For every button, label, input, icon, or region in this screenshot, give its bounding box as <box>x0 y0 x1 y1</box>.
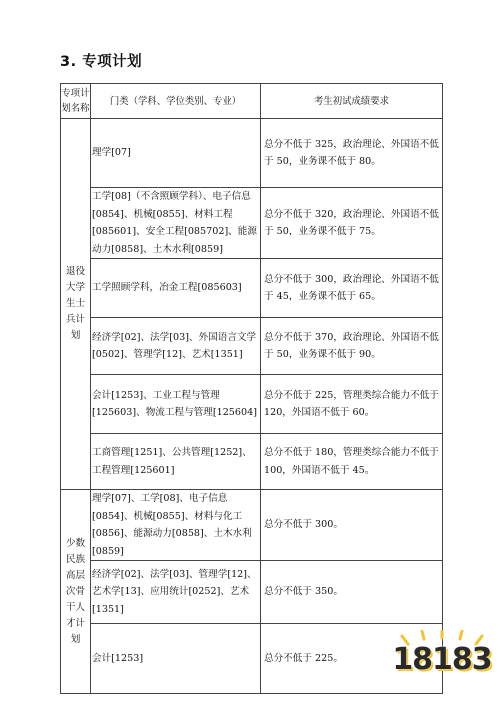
table-row <box>61 561 443 624</box>
table-row <box>61 188 443 259</box>
subject-cell: 工学照顾学科，冶金工程[085603] <box>91 259 261 318</box>
requirement-cell: 总分不低于 300，政治理论、外国语不低于 45，业务课不低于 65。 <box>261 259 443 318</box>
subject-cell: 会计[1253]、工业工程与管理[125603]、物流工程与管理[125604] <box>91 375 261 434</box>
plan-name-veterans: 退役 大学 生士 兵计 划 <box>61 119 91 490</box>
requirement-cell: 总分不低于 350。 <box>261 561 443 624</box>
table-row <box>61 624 443 694</box>
subject-cell: 工商管理[1251]、公共管理[1252]、工程管理[125601] <box>91 434 261 490</box>
header-requirement: 考生初试成绩要求 <box>261 84 443 119</box>
header-plan-name: 专项计 划名称 <box>61 84 91 119</box>
table-row <box>61 434 443 490</box>
subject-cell: 经济学[02]、法学[03]、管理学[12]、艺术学[13]、应用统计[0252]、艺术[1351] <box>91 561 261 624</box>
requirement-cell: 总分不低于 300。 <box>261 490 443 561</box>
table-header-row <box>61 84 443 119</box>
plan-name-ethnic-minority: 少数 民族 高层 次骨 干人 才计 划 <box>61 490 91 694</box>
requirement-cell: 总分不低于 320，政治理论、外国语不低于 50，业务课不低于 75。 <box>261 188 443 259</box>
table-row <box>61 119 443 188</box>
requirement-cell: 总分不低于 225，管理类综合能力不低于 120，外国语不低于 60。 <box>261 375 443 434</box>
subject-cell: 理学[07] <box>91 119 261 188</box>
header-subject: 门类（学科、学位类别、专业） <box>91 84 261 119</box>
watermark-text: 18183 <box>392 642 492 677</box>
subject-cell: 会计[1253] <box>91 624 261 694</box>
requirement-cell: 总分不低于 180，管理类综合能力不低于 100，外国语不低于 45。 <box>261 434 443 490</box>
subject-cell: 理学[07]、工学[08]、电子信息[0854]、机械[0855]、材料与化工[0856]、能源动力[0858]、土木水利[0859] <box>91 490 261 561</box>
subject-cell: 工学[08]（不含照顾学科）、电子信息[0854]、机械[0855]、材料工程[085601]、安全工程[085702]、能源动力[0858]、土木水利[0859] <box>91 188 261 259</box>
table-row <box>61 318 443 375</box>
requirement-cell: 总分不低于 325，政治理论、外国语不低于 50，业务课不低于 80。 <box>261 119 443 188</box>
table-row <box>61 259 443 318</box>
section-heading: 3. 专项计划 <box>60 54 143 70</box>
site-watermark-logo <box>388 630 496 694</box>
special-plan-table <box>60 83 443 694</box>
table-row <box>61 375 443 434</box>
subject-cell: 经济学[02]、法学[03]、外国语言文学[0502]、管理学[12]、艺术[1351] <box>91 318 261 375</box>
table-row <box>61 490 443 561</box>
requirement-cell: 总分不低于 225。 <box>261 624 443 694</box>
requirement-cell: 总分不低于 370，政治理论、外国语不低于 50，业务课不低于 90。 <box>261 318 443 375</box>
